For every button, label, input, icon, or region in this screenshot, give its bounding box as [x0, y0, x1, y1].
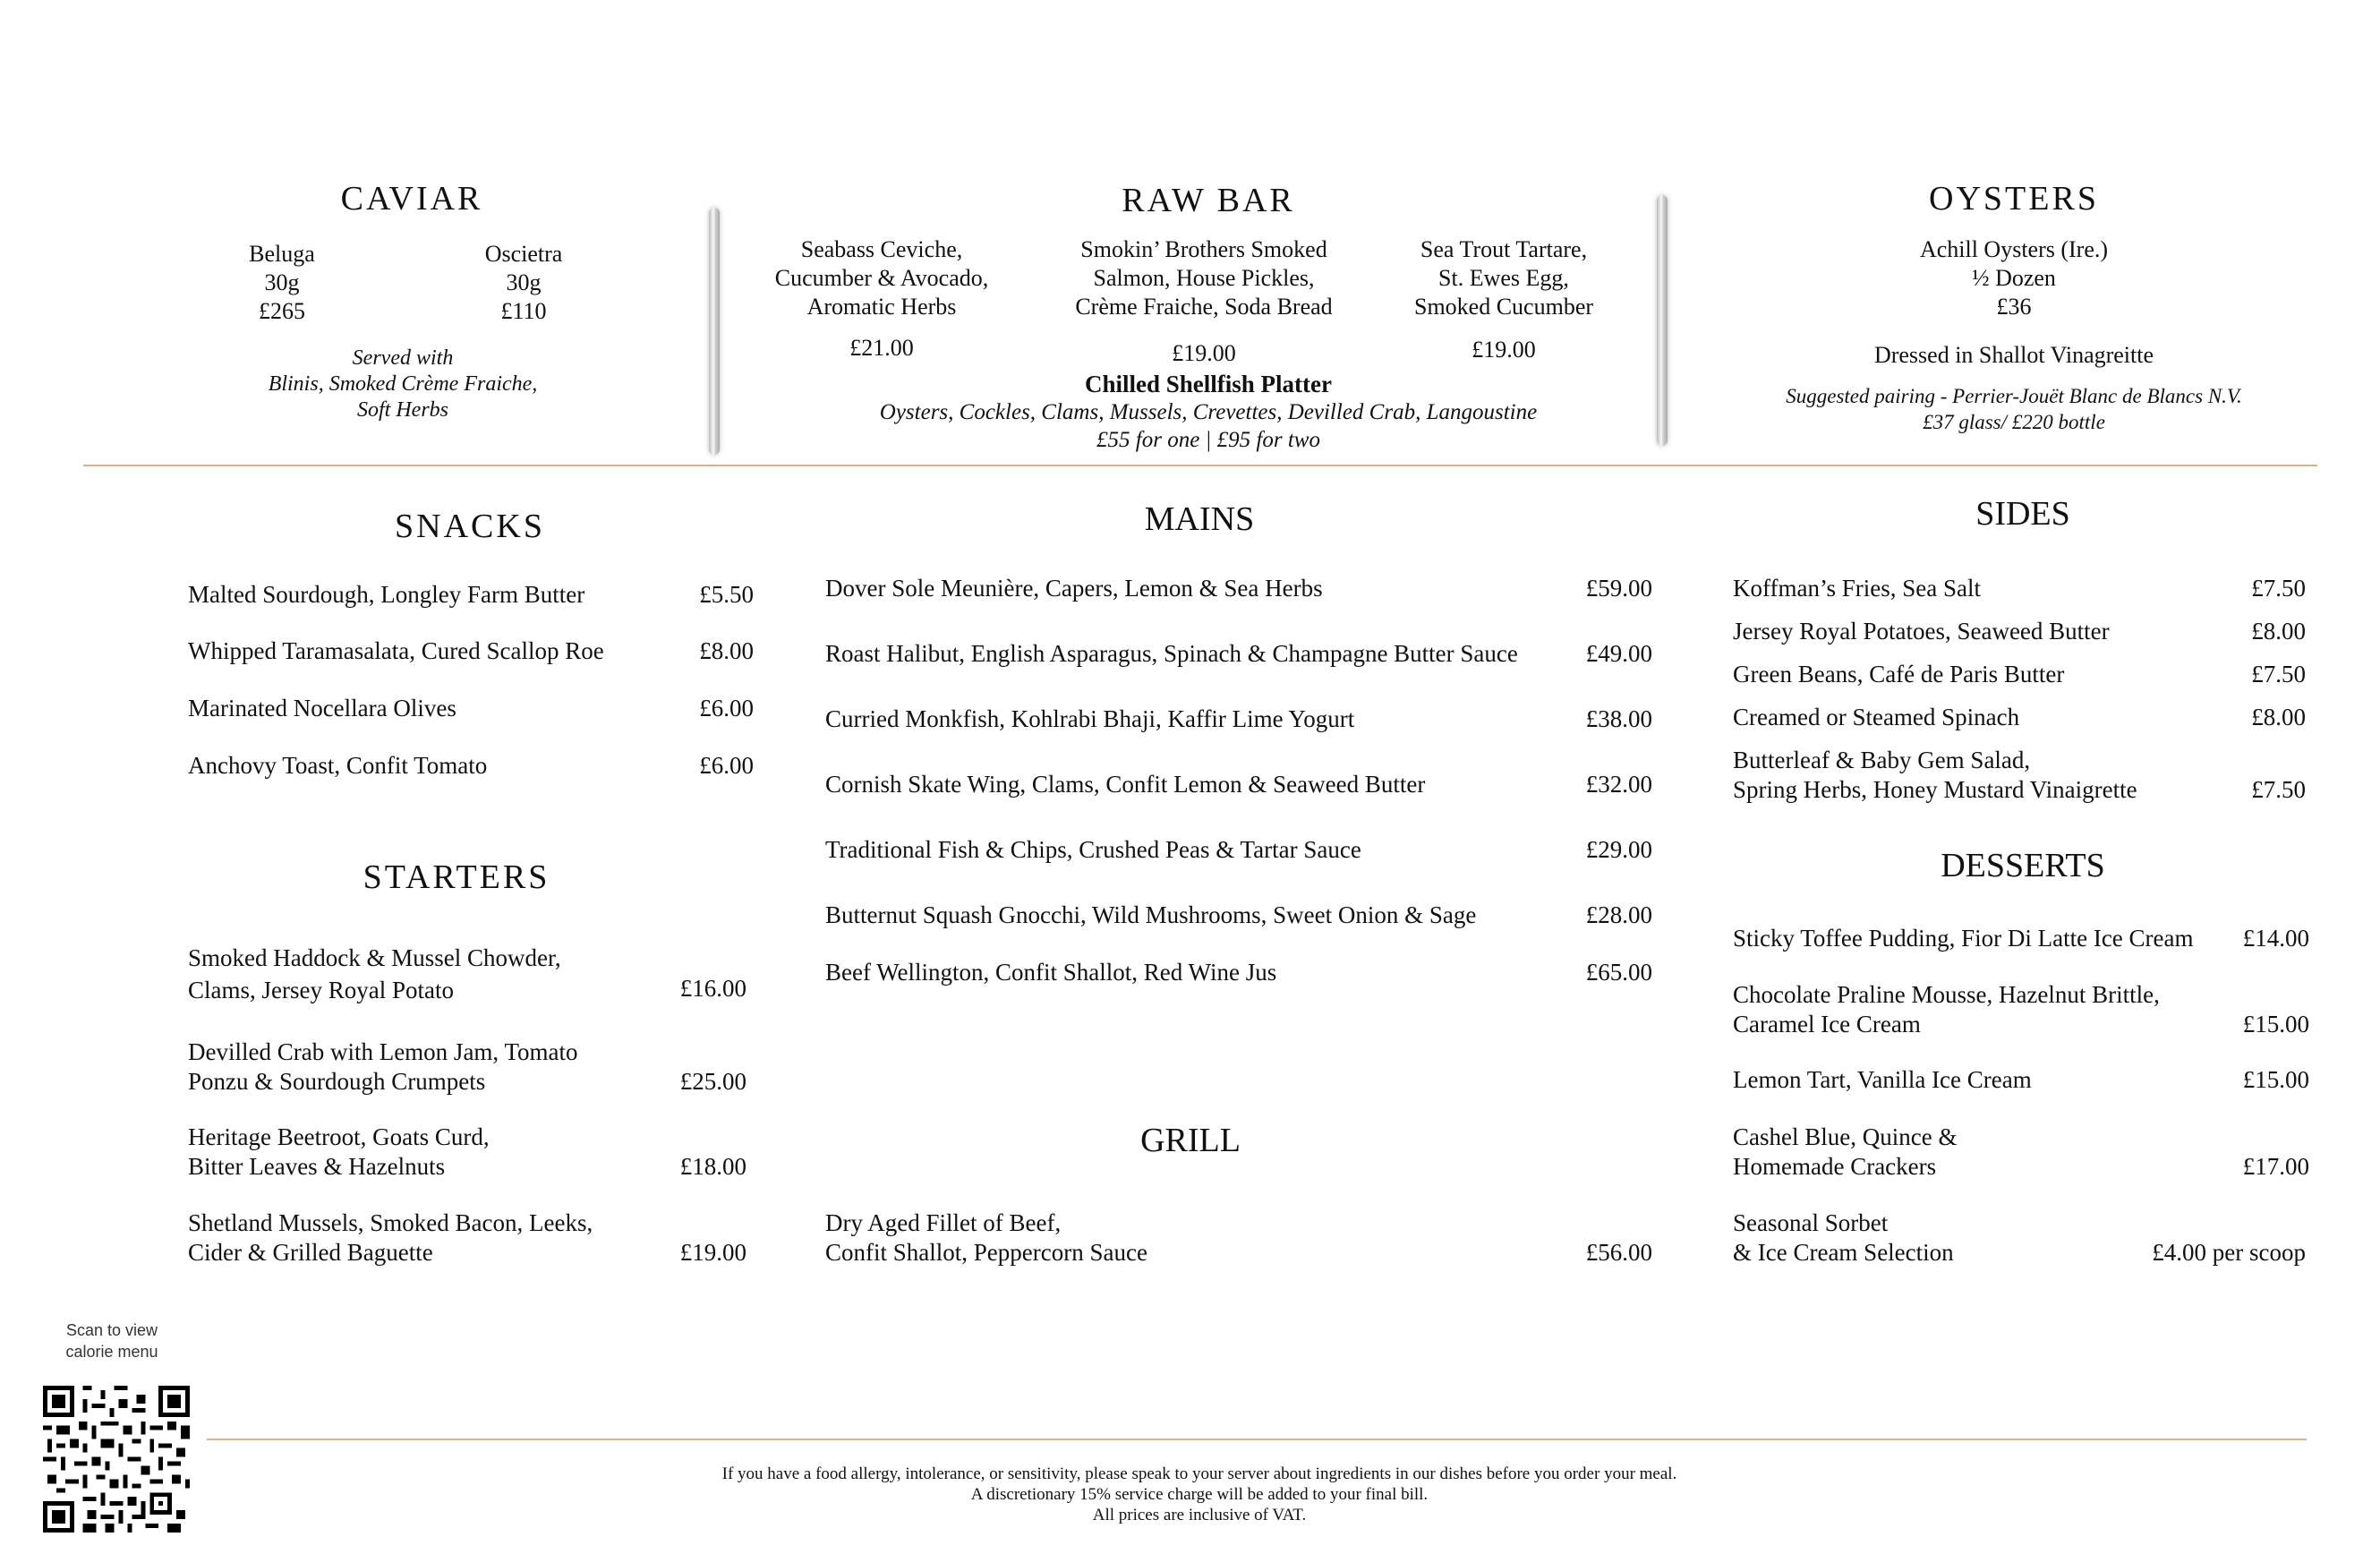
item-price: £15.00	[2242, 1066, 2309, 1093]
item-price: £29.00	[1585, 836, 1652, 863]
platter-price: £55 for one | £95 for two	[1096, 428, 1320, 452]
raw-bar-line: Sea Trout Tartare,	[1420, 236, 1588, 262]
served-with-line: Soft Herbs	[357, 398, 448, 422]
starters-title: STARTERS	[363, 858, 550, 896]
raw-bar-item	[1378, 235, 1629, 364]
item-name: Heritage Beetroot, Goats Curd, Bitter Leaves & Hazelnuts	[188, 1123, 490, 1180]
pairing-price: £37 glass/ £220 bottle	[1923, 411, 2105, 433]
menu-item	[825, 770, 1652, 799]
oysters-dressing: Dressed in Shallot Vinagreitte	[1873, 342, 2154, 368]
caviar-item-name: Oscietra	[484, 241, 563, 267]
raw-bar-price: £19.00	[1172, 340, 1236, 366]
menu-item	[1733, 703, 2306, 732]
raw-bar-line: Smokin’ Brothers Smoked	[1080, 236, 1327, 262]
footer-line: All prices are inclusive of VAT.	[1092, 1506, 1307, 1524]
oysters-price: £36	[1996, 294, 2032, 320]
raw-bar-line: Seabass Ceviche,	[800, 236, 963, 262]
raw-bar-line: St. Ewes Egg,	[1438, 265, 1569, 291]
caviar-title: CAVIAR	[340, 180, 483, 218]
mains-title: MAINS	[1144, 500, 1255, 538]
item-price: £7.50	[2251, 661, 2306, 687]
served-with-line: Served with	[352, 346, 454, 370]
menu-item	[1733, 980, 2309, 1039]
oysters-qty: ½ Dozen	[1972, 265, 2056, 291]
divider-pillar	[709, 208, 720, 455]
item-name: Koffman’s Fries, Sea Salt	[1733, 575, 1981, 602]
item-price: £6.00	[699, 695, 754, 722]
raw-bar-line: Salmon, House Pickles,	[1093, 265, 1315, 291]
menu-item	[825, 835, 1652, 865]
item-price: £56.00	[1585, 1239, 1652, 1266]
item-name: Butternut Squash Gnocchi, Wild Mushrooms, Sweet Onion & Sage	[825, 901, 1477, 928]
footer-line: If you have a food allergy, intolerance, or sensitivity, please speak to your server about ingredients in our dishes before you order your meal.	[721, 1464, 1677, 1483]
caviar-served-with	[206, 346, 600, 423]
item-name: Cashel Blue, Quince & Homemade Crackers	[1733, 1123, 1958, 1180]
item-name: Whipped Taramasalata, Cured Scallop Roe	[188, 637, 604, 664]
item-price: £8.00	[2251, 618, 2306, 645]
item-price: £17.00	[2242, 1153, 2309, 1180]
footer-line: A discretionary 15% service charge will be added to your final bill.	[970, 1485, 1429, 1504]
menu-item	[825, 1208, 1652, 1268]
item-name: Devilled Crab with Lemon Jam, Tomato Ponzu & Sourdough Crumpets	[188, 1038, 578, 1095]
menu-item	[1733, 617, 2306, 646]
item-price: £19.00	[679, 1239, 746, 1266]
item-name: Dry Aged Fillet of Beef, Confit Shallot, Peppercorn Sauce	[825, 1209, 1147, 1266]
menu-item	[188, 580, 754, 610]
item-name: Roast Halibut, English Asparagus, Spinach & Champagne Butter Sauce	[825, 640, 1518, 667]
footer-divider	[207, 1439, 2307, 1440]
item-price: £4.00 per scoop	[2152, 1239, 2306, 1266]
item-price: £7.50	[2251, 575, 2306, 602]
menu-item	[1733, 1208, 2306, 1268]
item-name: Marinated Nocellara Olives	[188, 695, 456, 722]
item-name: Butterleaf & Baby Gem Salad, Spring Herbs, Honey Mustard Vinaigrette	[1733, 747, 2137, 803]
footer-notes	[501, 1464, 1898, 1525]
snacks-title: SNACKS	[395, 508, 545, 545]
raw-bar-line: Smoked Cucumber	[1413, 294, 1594, 320]
platter-title: Chilled Shellfish Platter	[1085, 371, 1332, 397]
item-price: £14.00	[2242, 925, 2309, 952]
oysters-name: Achill Oysters (Ire.)	[1919, 236, 2109, 262]
oysters-item	[1835, 235, 2193, 321]
qr-code-icon[interactable]	[43, 1386, 190, 1533]
menu-item	[188, 636, 754, 666]
item-name: Malted Sourdough, Longley Farm Butter	[188, 581, 585, 608]
raw-bar-line: Crème Fraiche, Soda Bread	[1075, 294, 1333, 320]
item-name: Sticky Toffee Pudding, Fior Di Latte Ice Cream	[1733, 925, 2194, 952]
item-price: £8.00	[699, 637, 754, 664]
item-name: Seasonal Sorbet & Ice Cream Selection	[1733, 1209, 1954, 1266]
item-price: £18.00	[679, 1153, 746, 1180]
caviar-item-weight: 30g	[506, 269, 542, 295]
item-name: Creamed or Steamed Spinach	[1733, 704, 2020, 730]
menu-item	[188, 751, 754, 781]
caviar-item-weight: 30g	[264, 269, 300, 295]
menu-item	[1733, 660, 2306, 689]
item-name: Traditional Fish & Chips, Crushed Peas & Tartar Sauce	[825, 836, 1361, 863]
qr-caption-line: Scan to view	[65, 1321, 158, 1339]
item-price: £8.00	[2251, 704, 2306, 730]
menu-item	[1733, 574, 2306, 603]
item-name: Jersey Royal Potatoes, Seaweed Butter	[1733, 618, 2110, 645]
item-price: £7.50	[2251, 776, 2306, 803]
served-with-line: Blinis, Smoked Crème Fraiche,	[268, 372, 538, 396]
caviar-item-name: Beluga	[249, 241, 315, 267]
item-price: £49.00	[1585, 640, 1652, 667]
qr-caption-line: calorie menu	[65, 1343, 158, 1361]
menu-item	[1733, 1123, 2309, 1182]
item-price: £15.00	[2242, 1011, 2309, 1037]
section-divider	[83, 465, 2317, 466]
raw-bar-item	[756, 235, 1007, 363]
caviar-item-price: £110	[500, 298, 547, 324]
item-price: £6.00	[699, 752, 754, 779]
raw-bar-price: £21.00	[849, 335, 914, 361]
menu-item	[1733, 924, 2309, 953]
menu-item	[825, 639, 1652, 669]
menu-item	[188, 694, 754, 723]
raw-bar-line: Aromatic Herbs	[806, 294, 957, 320]
item-price: £16.00	[679, 975, 746, 1002]
item-name: Green Beans, Café de Paris Butter	[1733, 661, 2065, 687]
item-price: £28.00	[1585, 901, 1652, 928]
menu-item	[825, 901, 1652, 930]
raw-bar-title: RAW BAR	[1122, 182, 1295, 219]
item-name: Cornish Skate Wing, Clams, Confit Lemon & Seaweed Butter	[825, 771, 1426, 798]
desserts-title: DESSERTS	[1941, 847, 2105, 884]
menu-item	[188, 942, 746, 1004]
pairing-text: Suggested pairing - Perrier-Jouët Blanc de Blancs N.V.	[1786, 385, 2242, 407]
raw-bar-line: Cucumber & Avocado,	[774, 265, 989, 291]
item-name: Chocolate Praline Mousse, Hazelnut Brittle, Caramel Ice Cream	[1733, 981, 2160, 1037]
divider-pillar	[1657, 195, 1668, 446]
menu-item	[825, 574, 1652, 603]
menu-item	[188, 1208, 746, 1268]
menu-item	[825, 704, 1652, 734]
caviar-item-price: £265	[259, 298, 305, 324]
item-name: Beef Wellington, Confit Shallot, Red Wine Jus	[825, 959, 1277, 986]
item-name: Dover Sole Meunière, Capers, Lemon & Sea Herbs	[825, 575, 1323, 602]
grill-title: GRILL	[1140, 1122, 1241, 1159]
item-price: £38.00	[1585, 705, 1652, 732]
menu-item	[1733, 1065, 2309, 1095]
item-price: £59.00	[1585, 575, 1652, 602]
oysters-title: OYSTERS	[1929, 180, 2099, 218]
item-name: Anchovy Toast, Confit Tomato	[188, 752, 488, 779]
menu-item	[188, 1037, 746, 1097]
item-price: £25.00	[679, 1068, 746, 1095]
sides-title: SIDES	[1975, 495, 2070, 533]
item-name: Lemon Tart, Vanilla Ice Cream	[1733, 1066, 2032, 1093]
caviar-item-oscietra	[443, 240, 604, 326]
item-price: £65.00	[1585, 959, 1652, 986]
item-price: £32.00	[1585, 771, 1652, 798]
item-name: Smoked Haddock & Mussel Chowder, Clams, Jersey Royal Potato	[188, 944, 561, 1003]
menu-item	[825, 958, 1652, 987]
platter-description: Oysters, Cockles, Clams, Mussels, Crevettes, Devilled Crab, Langoustine	[879, 400, 1538, 424]
raw-bar-price: £19.00	[1472, 337, 1536, 363]
item-price: £5.50	[699, 581, 754, 608]
item-name: Shetland Mussels, Smoked Bacon, Leeks, Cider & Grilled Baguette	[188, 1209, 593, 1266]
item-name: Curried Monkfish, Kohlrabi Bhaji, Kaffir Lime Yogurt	[825, 705, 1355, 732]
menu-item	[188, 1123, 746, 1182]
oysters-pairing	[1701, 383, 2327, 435]
qr-caption	[36, 1319, 188, 1362]
menu-item	[1733, 746, 2306, 805]
caviar-item-beluga	[201, 240, 363, 326]
raw-bar-item	[1056, 235, 1352, 368]
